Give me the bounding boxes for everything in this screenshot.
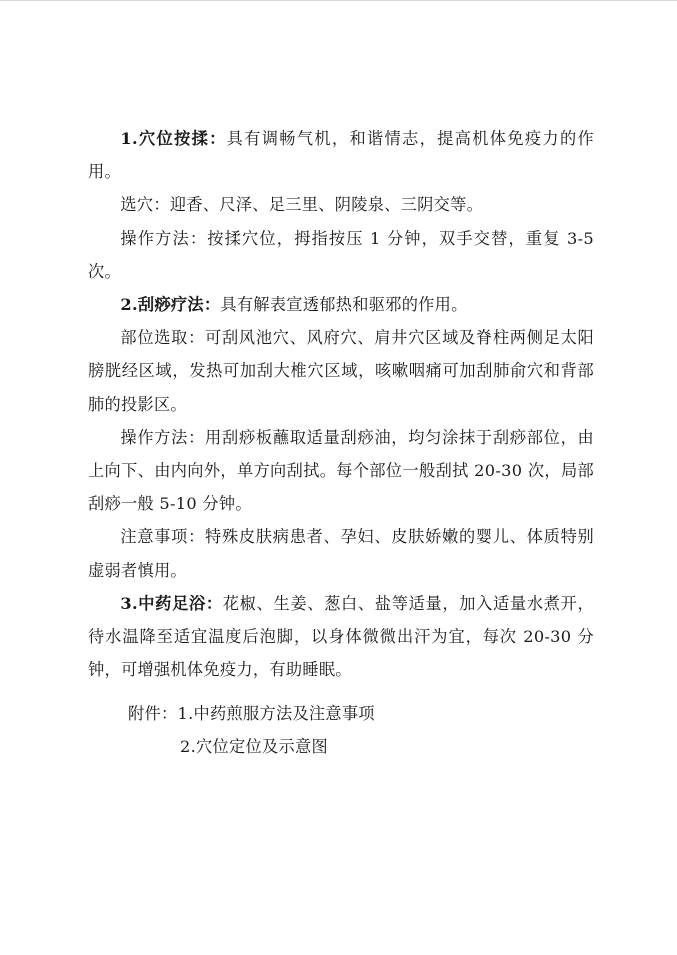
section-text: 注意事项：特殊皮肤病患者、孕妇、皮肤娇嫩的婴儿、体质特别虚弱者慎用。	[88, 527, 594, 580]
section-text: 具有解表宣透郁热和驱邪的作用。	[220, 295, 468, 315]
section-heading: 1.穴位按揉：	[120, 129, 227, 148]
attachment-row-2	[128, 730, 375, 763]
gua-sha-precautions	[88, 520, 594, 586]
attachments-list	[128, 697, 375, 763]
page-top-edge	[0, 0, 677, 1]
document-body	[88, 122, 594, 686]
massage-method	[88, 222, 594, 288]
acupoint-selection	[88, 188, 594, 221]
section-acupoint-massage	[88, 122, 594, 188]
section-text: 花椒、生姜、葱白、盐等适量，加入适量水煮开，待水温降至适宜温度后泡脚，以身体微微出汗为宜，每次 20-30 分钟，可增强机体免疫力，有助睡眠。	[88, 593, 594, 680]
section-text: 部位选取：可刮风池穴、风府穴、肩井穴区域及脊柱两侧足太阳膀胱经区域，发热可加刮大椎穴区域，咳嗽咽痛可加刮肺俞穴和背部肺的投影区。	[88, 328, 594, 414]
attachment-row-1	[128, 697, 375, 730]
section-heading: 3.中药足浴：	[120, 593, 223, 613]
attachment-item-2: 2.穴位定位及示意图	[180, 737, 328, 757]
gua-sha-areas	[88, 321, 594, 421]
section-heading: 2.刮痧疗法：	[120, 295, 221, 315]
section-text: 选穴：迎香、尺泽、足三里、阴陵泉、三阴交等。	[120, 195, 484, 215]
section-herbal-foot-bath	[88, 587, 594, 687]
section-text: 操作方法：按揉穴位，拇指按压 1 分钟，双手交替，重复 3-5 次。	[88, 228, 594, 281]
section-gua-sha	[88, 288, 594, 321]
attachment-item-1: 1.中药煎服方法及注意事项	[177, 704, 375, 723]
section-text: 具有调畅气机，和谐情志，提高机体免疫力的作用。	[88, 129, 594, 182]
attachments-label: 附件：	[128, 704, 178, 723]
section-text: 操作方法：用刮痧板蘸取适量刮痧油，均匀涂抹于刮痧部位，由上向下、由内向外，单方向刮拭。每个部位一般刮拭 20-30 次，局部刮痧一般 5-10 分钟。	[88, 427, 594, 514]
gua-sha-method	[88, 421, 594, 521]
